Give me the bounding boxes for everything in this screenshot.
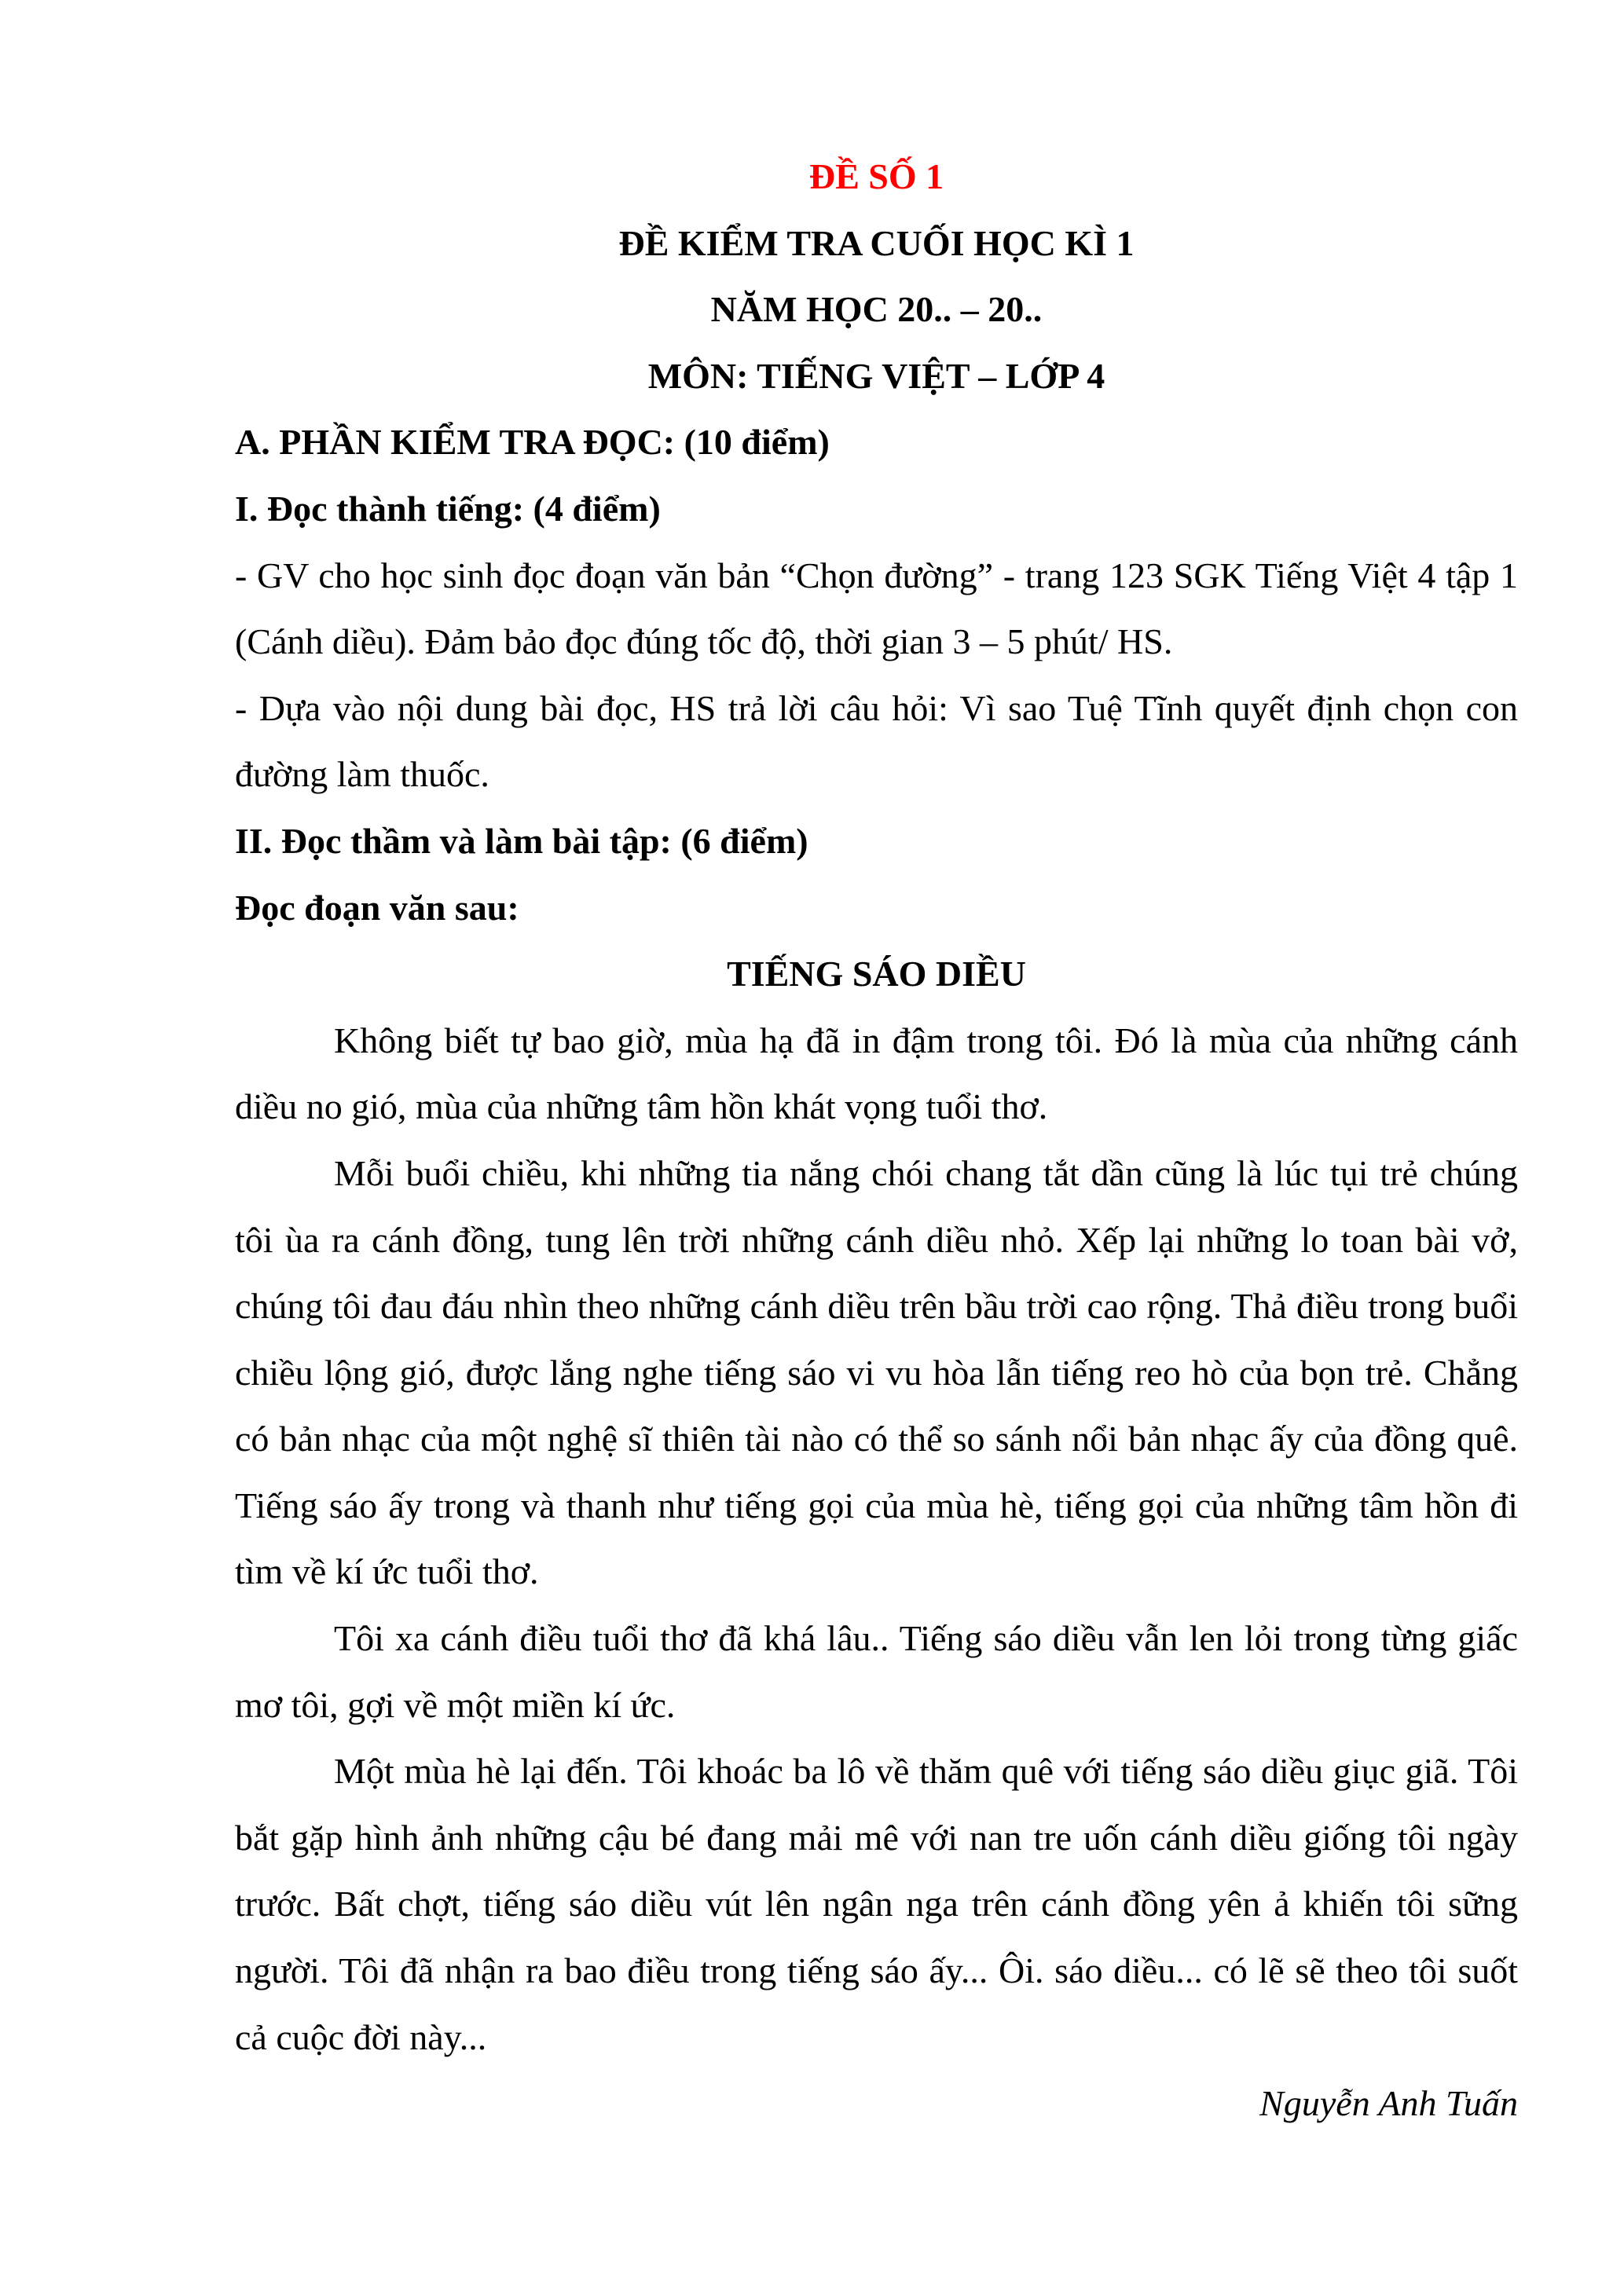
- part2-instruction: Đọc đoạn văn sau:: [235, 887, 519, 928]
- part1-item: - GV cho học sinh đọc đoạn văn bản “Chọn đường” - trang 123 SGK Tiếng Việt 4 tập 1 (Cánh diều). Đảm bảo đọc đúng tốc độ, thời gian 3 – 5 phút/ HS.: [235, 555, 1518, 662]
- exam-number: ĐỀ SỐ 1: [808, 156, 944, 196]
- exam-document: [235, 144, 1518, 2137]
- reading-paragraph: Một mùa hè lại đến. Tôi khoác ba lô về thăm quê với tiếng sáo diều giục giã. Tôi bắt gặp hình ảnh những cậu bé đang mải mê với nan tre uốn cánh diều giống tôi ngày trước. Bất chợt, tiếng sáo diều vút lên ngân nga trên cánh đồng yên ả khiến tôi sững người. Tôi đã nhận ra bao điều trong tiếng sáo ấy... Ôi. sáo diều... có lẽ sẽ theo tôi suốt cả cuộc đời này...: [235, 1751, 1518, 2057]
- part1-item: - Dựa vào nội dung bài đọc, HS trả lời câu hỏi: Vì sao Tuệ Tĩnh quyết định chọn con đường làm thuốc.: [235, 687, 1518, 795]
- author: Nguyễn Anh Tuấn: [1259, 2083, 1518, 2124]
- reading-paragraph: Tôi xa cánh điều tuổi thơ đã khá lâu.. Tiếng sáo diều vẫn len lỏi trong từng giấc mơ tôi, gợi về một miền kí ức.: [235, 1618, 1518, 1725]
- part2-heading: II. Đọc thầm và làm bài tập: (6 điểm): [235, 820, 808, 861]
- part1-heading: I. Đọc thành tiếng: (4 điểm): [235, 488, 661, 529]
- reading-title: TIẾNG SÁO DIỀU: [727, 954, 1026, 994]
- exam-title: ĐỀ KIỂM TRA CUỐI HỌC KÌ 1: [618, 222, 1135, 263]
- section-a-heading: A. PHẦN KIỂM TRA ĐỌC: (10 điểm): [235, 422, 830, 463]
- subject: MÔN: TIẾNG VIỆT – LỚP 4: [647, 355, 1105, 396]
- school-year: NĂM HỌC 20.. – 20..: [710, 289, 1043, 330]
- reading-paragraph: Mỗi buổi chiều, khi những tia nắng chói chang tắt dần cũng là lúc tụi trẻ chúng tôi ùa ra cánh đồng, tung lên trời những cánh diều nhỏ. Xếp lại những lo toan bài vở, chúng tôi đau đáu nhìn theo những cánh diều trên bầu trời cao rộng. Thả điều trong buổi chiều lộng gió, được lắng nghe tiếng sáo vi vu hòa lẫn tiếng reo hò của bọn trẻ. Chẳng có bản nhạc của một nghệ sĩ thiên tài nào có thể so sánh nổi bản nhạc ấy của đồng quê. Tiếng sáo ấy trong và thanh như tiếng gọi của mùa hè, tiếng gọi của những tâm hồn đi tìm về kí ức tuổi thơ.: [235, 1152, 1518, 1592]
- reading-paragraph: Không biết tự bao giờ, mùa hạ đã in đậm trong tôi. Đó là mùa của những cánh diều no gió, mùa của những tâm hồn khát vọng tuổi thơ.: [235, 1020, 1518, 1127]
